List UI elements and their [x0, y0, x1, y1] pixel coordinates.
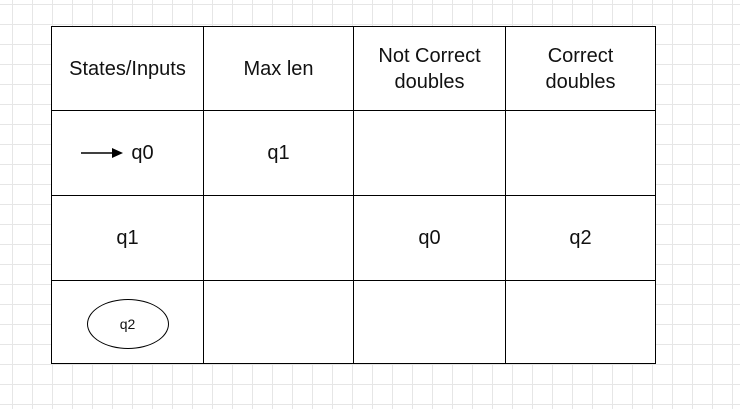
table-row	[52, 281, 656, 364]
state-label: q0	[131, 141, 154, 164]
header-cell-correct-doubles	[506, 27, 656, 111]
transition-target: q2	[569, 227, 592, 249]
table-row	[52, 196, 656, 281]
state-transition-table	[51, 26, 656, 364]
header-cell-not-correct-doubles	[354, 27, 506, 111]
transition-cell	[354, 196, 506, 281]
transition-target: q0	[418, 227, 441, 249]
right-arrow-icon	[81, 146, 123, 160]
state-cell	[52, 111, 204, 196]
transition-cell	[204, 111, 354, 196]
header-label: Max len	[243, 57, 314, 80]
header-label: Not Correct doubles	[378, 44, 481, 93]
header-cell-max-len	[204, 27, 354, 111]
transition-cell	[204, 281, 354, 364]
state-cell	[52, 281, 204, 364]
transition-cell	[354, 281, 506, 364]
accept-state-ellipse	[87, 299, 169, 349]
transition-cell	[354, 111, 506, 196]
header-row	[52, 27, 656, 111]
state-label: q2	[119, 316, 136, 332]
transition-cell	[506, 111, 656, 196]
transition-cell	[506, 281, 656, 364]
header-label: Correct doubles	[545, 44, 616, 93]
header-cell-states-inputs	[52, 27, 204, 111]
transition-target: q1	[267, 142, 290, 164]
start-state	[81, 140, 153, 166]
transition-cell	[204, 196, 354, 281]
header-label: States/Inputs	[69, 57, 186, 80]
state-label: q1	[116, 227, 139, 249]
state-cell	[52, 196, 204, 281]
table-row	[52, 111, 656, 196]
transition-cell	[506, 196, 656, 281]
